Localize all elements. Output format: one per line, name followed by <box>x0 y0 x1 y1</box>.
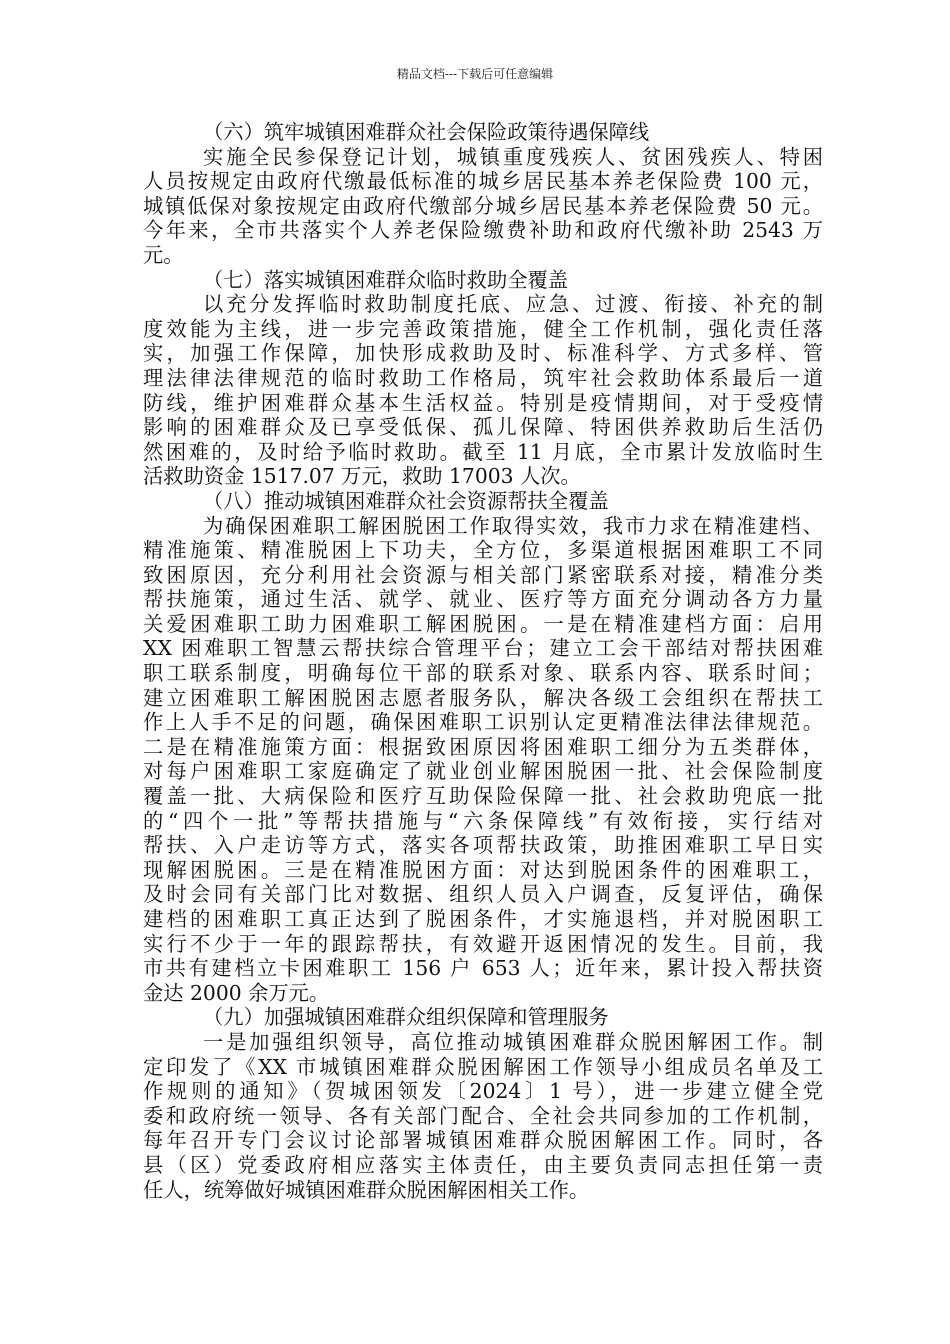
paragraph-line: 每年召开专门会议讨论部署城镇困难群众脱困解困工作。同时，各 <box>143 1128 823 1153</box>
paragraph-line: 二是在精准施策方面：根据致困原因将困难职工细分为五类群体， <box>143 734 823 759</box>
paragraph-line: 对每户困难职工家庭确定了就业创业解困脱困一批、社会保险制度 <box>143 759 823 784</box>
paragraph-line: 活救助资金 1517.07 万元，救助 17003 人次。 <box>143 464 581 489</box>
paragraph-line: 度效能为主线，进一步完善政策措施，健全工作机制，强化责任落 <box>143 316 823 341</box>
section-6 <box>143 120 823 268</box>
paragraph-line: 覆盖一批、大病保险和医疗互助保险保障一批、社会救助兜底一批 <box>143 784 823 809</box>
paragraph-line: 实施全民参保登记计划，城镇重度残疾人、贫困残疾人、特困 <box>203 144 823 169</box>
paragraph-line: 建档的困难职工真正达到了脱困条件，才实施退档，并对脱困职工 <box>143 907 823 931</box>
paragraph-line: XX 困难职工智慧云帮扶综合管理平台；建立工会干部结对帮扶困难 <box>143 636 823 661</box>
paragraph-line: 作规则的通知》（贺城困领发〔2024〕1 号），进一步建立健全党 <box>143 1079 823 1104</box>
section-heading: （六）筑牢城镇困难群众社会保险政策待遇保障线 <box>203 120 650 144</box>
paragraph-line: 作上人手不足的问题，确保困难职工识别认定更精准法律法律规范。 <box>143 710 823 735</box>
section-7 <box>143 268 823 489</box>
paragraph-line: 实，加强工作保障，加快形成救助及时、标准科学、方式多样、管 <box>143 341 823 366</box>
paragraph-line: 精准施策、精准脱困上下功夫，全方位，多渠道根据困难职工不同 <box>143 538 823 563</box>
paragraph-line: 任人，统筹做好城镇困难群众脱困解困相关工作。 <box>143 1177 590 1202</box>
paragraph-line: 实行不少于一年的跟踪帮扶，有效避开返困情况的发生。目前，我 <box>143 931 823 956</box>
paragraph-line: 帮扶、入户走访等方式，落实各项帮扶政策，助推困难职工早日实 <box>143 833 823 858</box>
paragraph-line: 然困难的，及时给予临时救助。截至 11 月底，全市累计发放临时生 <box>143 439 823 464</box>
paragraph-line: 建立困难职工解困脱困志愿者服务队，解决各级工会组织在帮扶工 <box>143 685 823 710</box>
paragraph-line: 以充分发挥临时救助制度托底、应急、过渡、衔接、补充的制 <box>203 292 823 317</box>
section-9 <box>143 1005 823 1202</box>
paragraph-line: 定印发了《XX 市城镇困难群众脱困解困工作领导小组成员名单及工 <box>143 1054 823 1079</box>
section-8 <box>143 489 823 1005</box>
paragraph-line: 的“四个一批”等帮扶措施与“六条保障线”有效衔接，实行结对 <box>143 808 823 833</box>
paragraph-line: 县（区）党委政府相应落实主体责任，由主要负责同志担任第一责 <box>143 1152 823 1177</box>
paragraph-line: 市共有建档立卡困难职工 156 户 653 人；近年来，累计投入帮扶资 <box>143 956 823 981</box>
section-heading: （七）落实城镇困难群众临时救助全覆盖 <box>203 267 569 292</box>
paragraph-line: 人员按规定由政府代缴最低标准的城乡居民基本养老保险费 100 元， <box>143 169 823 194</box>
paragraph-line: 理法律法律规范的临时救助工作格局，筑牢社会救助体系最后一道 <box>143 365 823 390</box>
paragraph-line: 致困原因，充分利用社会资源与相关部门紧密联系对接，精准分类 <box>143 562 823 587</box>
section-heading: （八）推动城镇困难群众社会资源帮扶全覆盖 <box>203 488 609 513</box>
paragraph-line: 城镇低保对象按规定由政府代缴部分城乡居民基本养老保险费 50 元。 <box>143 193 823 218</box>
paragraph-line: 职工联系制度，明确每位干部的联系对象、联系内容、联系时间； <box>143 661 823 686</box>
section-heading: （九）加强城镇困难群众组织保障和管理服务 <box>203 1005 609 1030</box>
paragraph-line: 防线，维护困难群众基本生活权益。特别是疫情期间，对于受疫情 <box>143 390 823 415</box>
paragraph-line: 关爱困难职工助力困难职工解困脱困。一是在精准建档方面：启用 <box>143 611 823 636</box>
paragraph-line: 现解困脱困。三是在精准脱困方面：对达到脱困条件的困难职工， <box>143 857 823 882</box>
paragraph-line: 金达 2000 余万元。 <box>143 980 330 1005</box>
paragraph-line: 元。 <box>143 242 184 267</box>
paragraph-line: 及时会同有关部门比对数据、组织人员入户调查，反复评估，确保 <box>143 882 823 907</box>
paragraph-line: 委和政府统一领导、各有关部门配合、全社会共同参加的工作机制， <box>143 1103 823 1128</box>
paragraph-line: 今年来，全市共落实个人养老保险缴费补助和政府代缴补助 2543 万 <box>143 218 823 243</box>
paragraph-line: 一是加强组织领导，高位推动城镇困难群众脱困解困工作。制 <box>203 1029 823 1054</box>
paragraph-line: 为确保困难职工解困脱困工作取得实效，我市力求在精准建档、 <box>203 513 823 538</box>
document-body <box>143 120 823 1202</box>
paragraph-line: 帮扶施策，通过生活、就学、就业、医疗等方面充分调动各方力量 <box>143 587 823 612</box>
page-header: 精品文档---下载后可任意编辑 <box>396 67 554 81</box>
paragraph-line: 影响的困难群众及已享受低保、孤儿保障、特困供养救助后生活仍 <box>143 415 823 440</box>
